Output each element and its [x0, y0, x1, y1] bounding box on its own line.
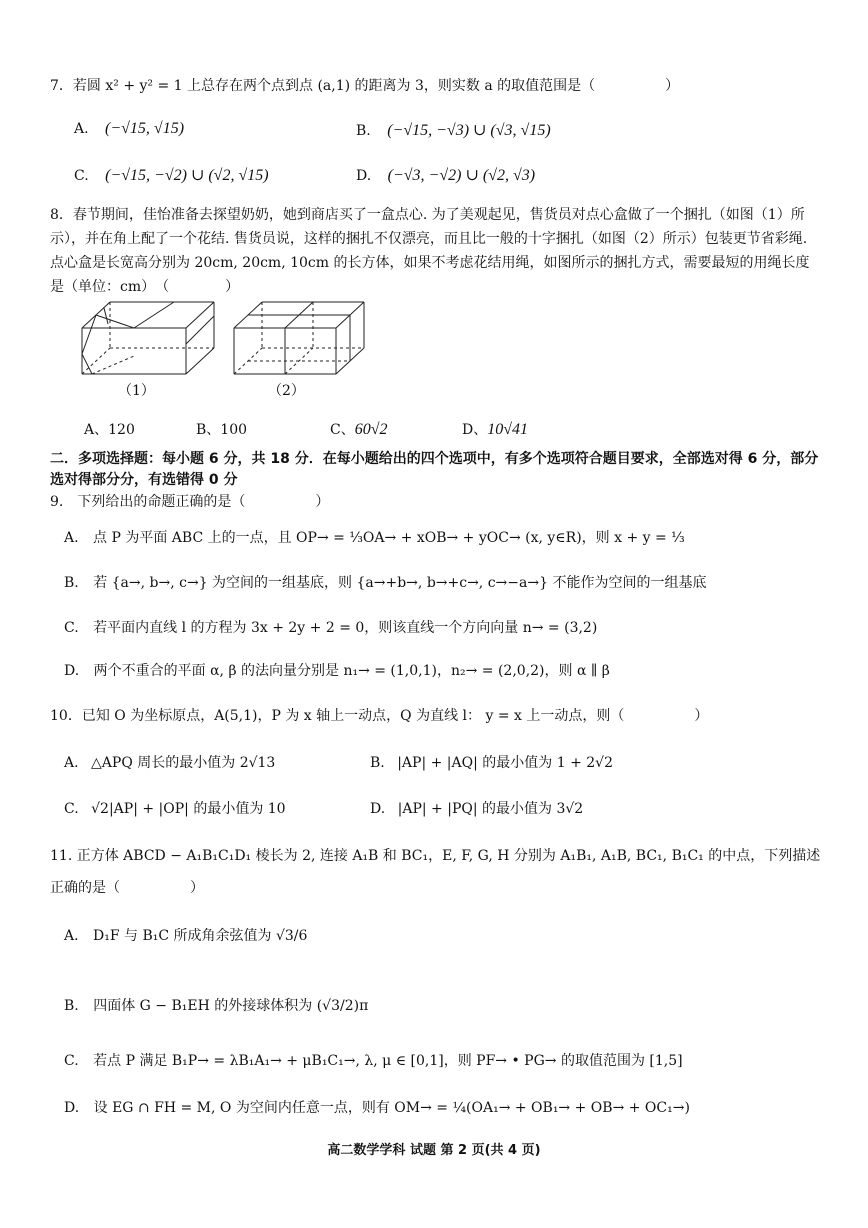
- option-label: D.: [370, 801, 386, 817]
- q11-option-d: [64, 1097, 690, 1117]
- option-text: 100: [220, 422, 248, 438]
- q10-option-d: [370, 798, 583, 818]
- option-text: 设 EG ∩ FH = M, O 为空间内任意一点，则有 OM→ = ¼(OA₁→ + OB₁→ + OB→ + OC₁→): [93, 1100, 690, 1116]
- q10-option-a: [64, 752, 275, 772]
- q10-stem: 10．已知 O 为坐标原点，A(5,1)，P 为 x 轴上一动点，Q 为直线 l： y = x 上一动点，则（ ）: [50, 708, 709, 724]
- option-label: B.: [356, 123, 371, 139]
- option-text: 点 P 为平面 ABC 上的一点，且 OP→ = ⅓OA→ + xOB→ + yOC→ (x, y∈R)，则 x + y = ⅓: [93, 530, 685, 546]
- option-label: A.: [74, 121, 89, 137]
- option-text: 120: [108, 422, 135, 438]
- q7-option-c: [74, 165, 269, 185]
- option-text: (−√3, −√2) ∪ (√2, √3): [387, 167, 536, 184]
- q9-option-a: [64, 527, 685, 547]
- figure1-caption: （1）: [118, 383, 155, 399]
- option-label: D.: [64, 1100, 80, 1116]
- option-text: 若平面内直线 l 的方程为 3x + 2y + 2 = 0，则该直线一个方向向量 n→ = (3,2): [93, 620, 598, 636]
- q8-option-d: [462, 419, 528, 439]
- option-label: D、: [462, 422, 488, 438]
- q11-option-a: [64, 925, 307, 945]
- figure1-box: [82, 302, 214, 374]
- option-text: (−√15, √15): [105, 120, 185, 137]
- q7-option-a: [74, 120, 184, 138]
- option-label: C.: [64, 1053, 79, 1069]
- q10-option-b: [370, 752, 613, 772]
- option-text: 若点 P 满足 B₁P→ = λB₁A₁→ + μB₁C₁→, λ, μ ∈ [0,1]，则 PF→ • PG→ 的取值范围为 [1,5]: [93, 1053, 683, 1069]
- q8-option-a: [84, 419, 135, 439]
- option-label: A.: [64, 755, 79, 771]
- option-label: C.: [74, 168, 89, 184]
- option-text: D₁F 与 B₁C 所成角余弦值为 √3/6: [93, 928, 308, 944]
- section-heading: 二．多项选择题：每小题 6 分，共 18 分．在每小题给出的四个选项中，有多个选项符合题目要求，全部选对得 6 分，部分选对得部分分，有选错得 0 分: [50, 451, 819, 488]
- option-text: (−√15, −√3) ∪ (√3, √15): [387, 122, 551, 139]
- q8-option-c: [330, 419, 388, 439]
- q11-stem-line1: 11. 正方体 ABCD − A₁B₁C₁D₁ 棱长为 2, 连接 A₁B 和 BC₁，E, F, G, H 分别为 A₁B₁, A₁B, BC₁, B₁C₁ 的中点，下列描述: [50, 848, 821, 864]
- q8-option-b: [196, 419, 247, 439]
- option-text: 四面体 G − B₁EH 的外接球体积为 (√3/2)π: [93, 998, 369, 1014]
- option-label: D.: [64, 663, 80, 679]
- option-text: 若 {a→, b→, c→} 为空间的一组基底，则 {a→+b→, b→+c→, c→−a→} 不能作为空间的一组基底: [93, 575, 707, 591]
- option-label: B、: [196, 422, 221, 438]
- q9-option-d: [64, 660, 610, 680]
- q11-option-c: [64, 1050, 683, 1070]
- option-label: A.: [64, 530, 79, 546]
- option-text: |AP| + |PQ| 的最小值为 3√2: [397, 801, 584, 817]
- option-text: 60√2: [354, 421, 388, 438]
- option-label: C.: [64, 620, 79, 636]
- q9-option-b: [64, 572, 706, 592]
- q11-stem-line2: 正确的是（ ）: [50, 880, 204, 896]
- option-text: |AP| + |AQ| 的最小值为 1 + 2√2: [397, 755, 613, 771]
- option-text: △APQ 周长的最小值为 2√13: [91, 755, 276, 771]
- q10-option-c: [64, 798, 286, 818]
- option-text: (−√15, −√2) ∪ (√2, √15): [105, 167, 269, 184]
- option-label: D.: [356, 168, 372, 184]
- figure2-caption: （2）: [268, 383, 305, 399]
- option-label: B.: [64, 575, 79, 591]
- option-text: √2|AP| + |OP| 的最小值为 10: [91, 801, 286, 817]
- option-text: 两个不重合的平面 α, β 的法向量分别是 n₁→ = (1,0,1)，n₂→ = (2,0,2)，则 α ∥ β: [93, 663, 610, 679]
- q9-option-c: [64, 617, 597, 637]
- q8-stem: 8．春节期间，佳怡准备去探望奶奶，她到商店买了一盒点心. 为了美观起见，售货员对点心盒做了一个捆扎（如图（1）所示），并在角上配了一个花结. 售货员说，这样的捆扎不仅漂亮，而且比一般的十字捆扎（如图（2）所示）包装更节省彩绳. 点心盒是长宽高分别为 20cm, 20cm, 10cm 的长方体，如果不考虑花结用绳，如图所示的捆扎方式，需要最短的用绳长度是（单位：cm） （ ）: [50, 207, 810, 295]
- figure2-box: [234, 302, 364, 374]
- q11-option-b: [64, 995, 368, 1015]
- q9-stem: 9. 下列给出的命题正确的是（ ）: [50, 494, 330, 510]
- page-footer: 高二数学学科 试题 第 2 页(共 4 页): [327, 1143, 541, 1158]
- option-label: A、: [84, 422, 109, 438]
- q7-option-b: [356, 120, 551, 140]
- option-label: A.: [64, 928, 79, 944]
- q7-option-d: [356, 165, 535, 185]
- option-label: B.: [64, 998, 79, 1014]
- option-label: C、: [330, 422, 355, 438]
- option-label: B.: [370, 755, 385, 771]
- q7-stem: 7．若圆 x² + y² = 1 上总存在两个点到点 (a,1) 的距离为 3，则实数 a 的取值范围是（ ）: [50, 78, 680, 94]
- option-text: 10√41: [487, 421, 529, 438]
- option-label: C.: [64, 801, 79, 817]
